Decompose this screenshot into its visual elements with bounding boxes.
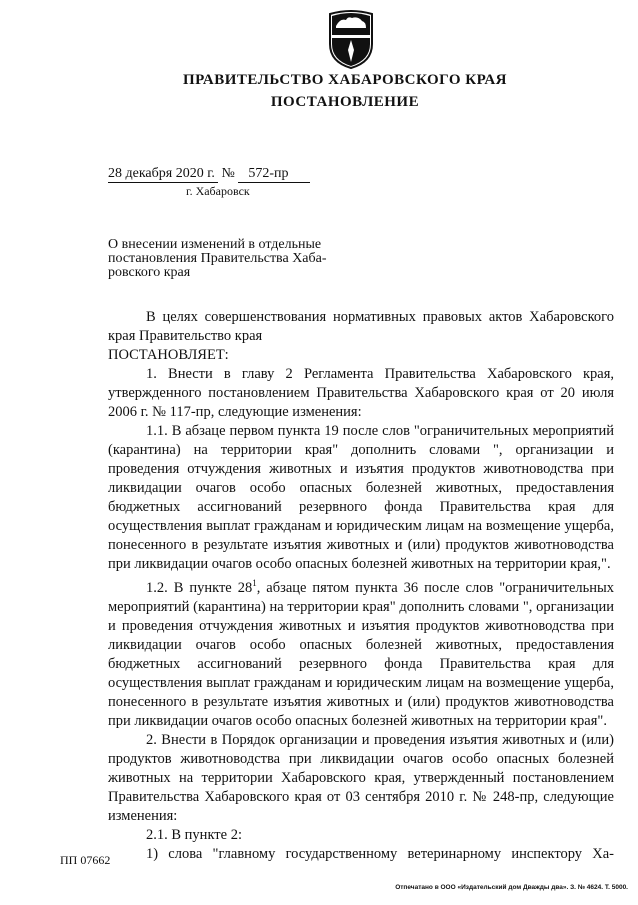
paragraph-1-2-start: 1.2. В пункте 28 xyxy=(146,579,253,596)
document-city: г. Хабаровск xyxy=(186,184,250,198)
intro-paragraph: В целях совершенствования нормативных правовых актов Хабаровского края Правительство края xyxy=(108,309,614,344)
subject-line: ровского края xyxy=(108,265,191,280)
paragraph-1-1: 1.1. В абзаце первом пункта 19 после слов "ограничительных мероприятий (карантина) на территории края" дополнить словами ", организации и проведения отчуждения животных и изъятия продуктов животноводства при ликвидации очагов особо опасных болезней животных, предоставления бюджетных ассигнований резервного фонда Правительства края для осуществления выплат гражданам и юридическим лицам на возмещение ущерба, понесенного в результате изъятия животных и (или) продуктов животноводства при ликвидации очагов особо опасных болезней животных на территории края,". xyxy=(108,423,614,572)
document-body xyxy=(108,308,614,864)
paragraph-2: 2. Внести в Порядок организации и проведения изъятия животных и (или) продуктов животноводства при ликвидации очагов особо опасных болезней животных на территории Хабаровского края, утвержденный постановлением Правительства Хабаровского края от 03 сентября 2010 г. № 248-пр, следующие изменения: xyxy=(108,731,614,824)
paragraph-2-1: 2.1. В пункте 2: xyxy=(146,826,242,843)
document-date: 28 декабря 2020 г. xyxy=(108,166,218,183)
document-number: 572-пр xyxy=(238,166,310,183)
organization-title: ПРАВИТЕЛЬСТВО ХАБАРОВСКОГО КРАЯ xyxy=(182,72,508,88)
document-type: ПОСТАНОВЛЕНИЕ xyxy=(270,94,420,110)
paragraph-1-2 xyxy=(108,574,614,731)
paragraph-1: 1. Внести в главу 2 Регламента Правительства Хабаровского края, утвержденного постановлением Правительства Хабаровского края от 20 июля 2006 г. № 117-пр, следующие изменения: xyxy=(108,366,614,420)
paragraph-1-2-superscript: 1 xyxy=(252,578,257,588)
date-number-line xyxy=(108,166,310,183)
document-code: ПП 07662 xyxy=(60,853,111,867)
paragraph-2-1-1: 1) слова "главному государственному ветеринарному инспектору Ха- xyxy=(146,845,614,862)
coat-of-arms-icon xyxy=(326,8,376,70)
resolves-heading: ПОСТАНОВЛЯЕТ: xyxy=(108,347,229,363)
subject-line: О внесении изменений в отдельные xyxy=(108,237,322,252)
document-subject xyxy=(108,238,327,280)
printer-imprint: Отпечатано в ООО «Издательский дом Дважды два». З. № 4624. Т. 5000. xyxy=(395,884,628,891)
paragraph-1-2-rest: , абзаце пятом пункта 36 после слов "ограничительных мероприятий (карантина) на территории края" дополнить словами ", организации и проведения отчуждения животных и изъятия продуктов животноводства при ликвидации очагов особо опасных болезней животных, предоставления бюджетных ассигнований резервного фонда Правительства края для осуществления выплат гражданам и юридическим лицам на возмещение ущерба, понесенного в результате изъятия животных и (или) продуктов животноводства при ликвидации очагов особо опасных болезней животных на территории края". xyxy=(108,579,614,729)
number-sign: № xyxy=(221,166,235,181)
subject-line: постановления Правительства Хаба- xyxy=(108,251,327,266)
